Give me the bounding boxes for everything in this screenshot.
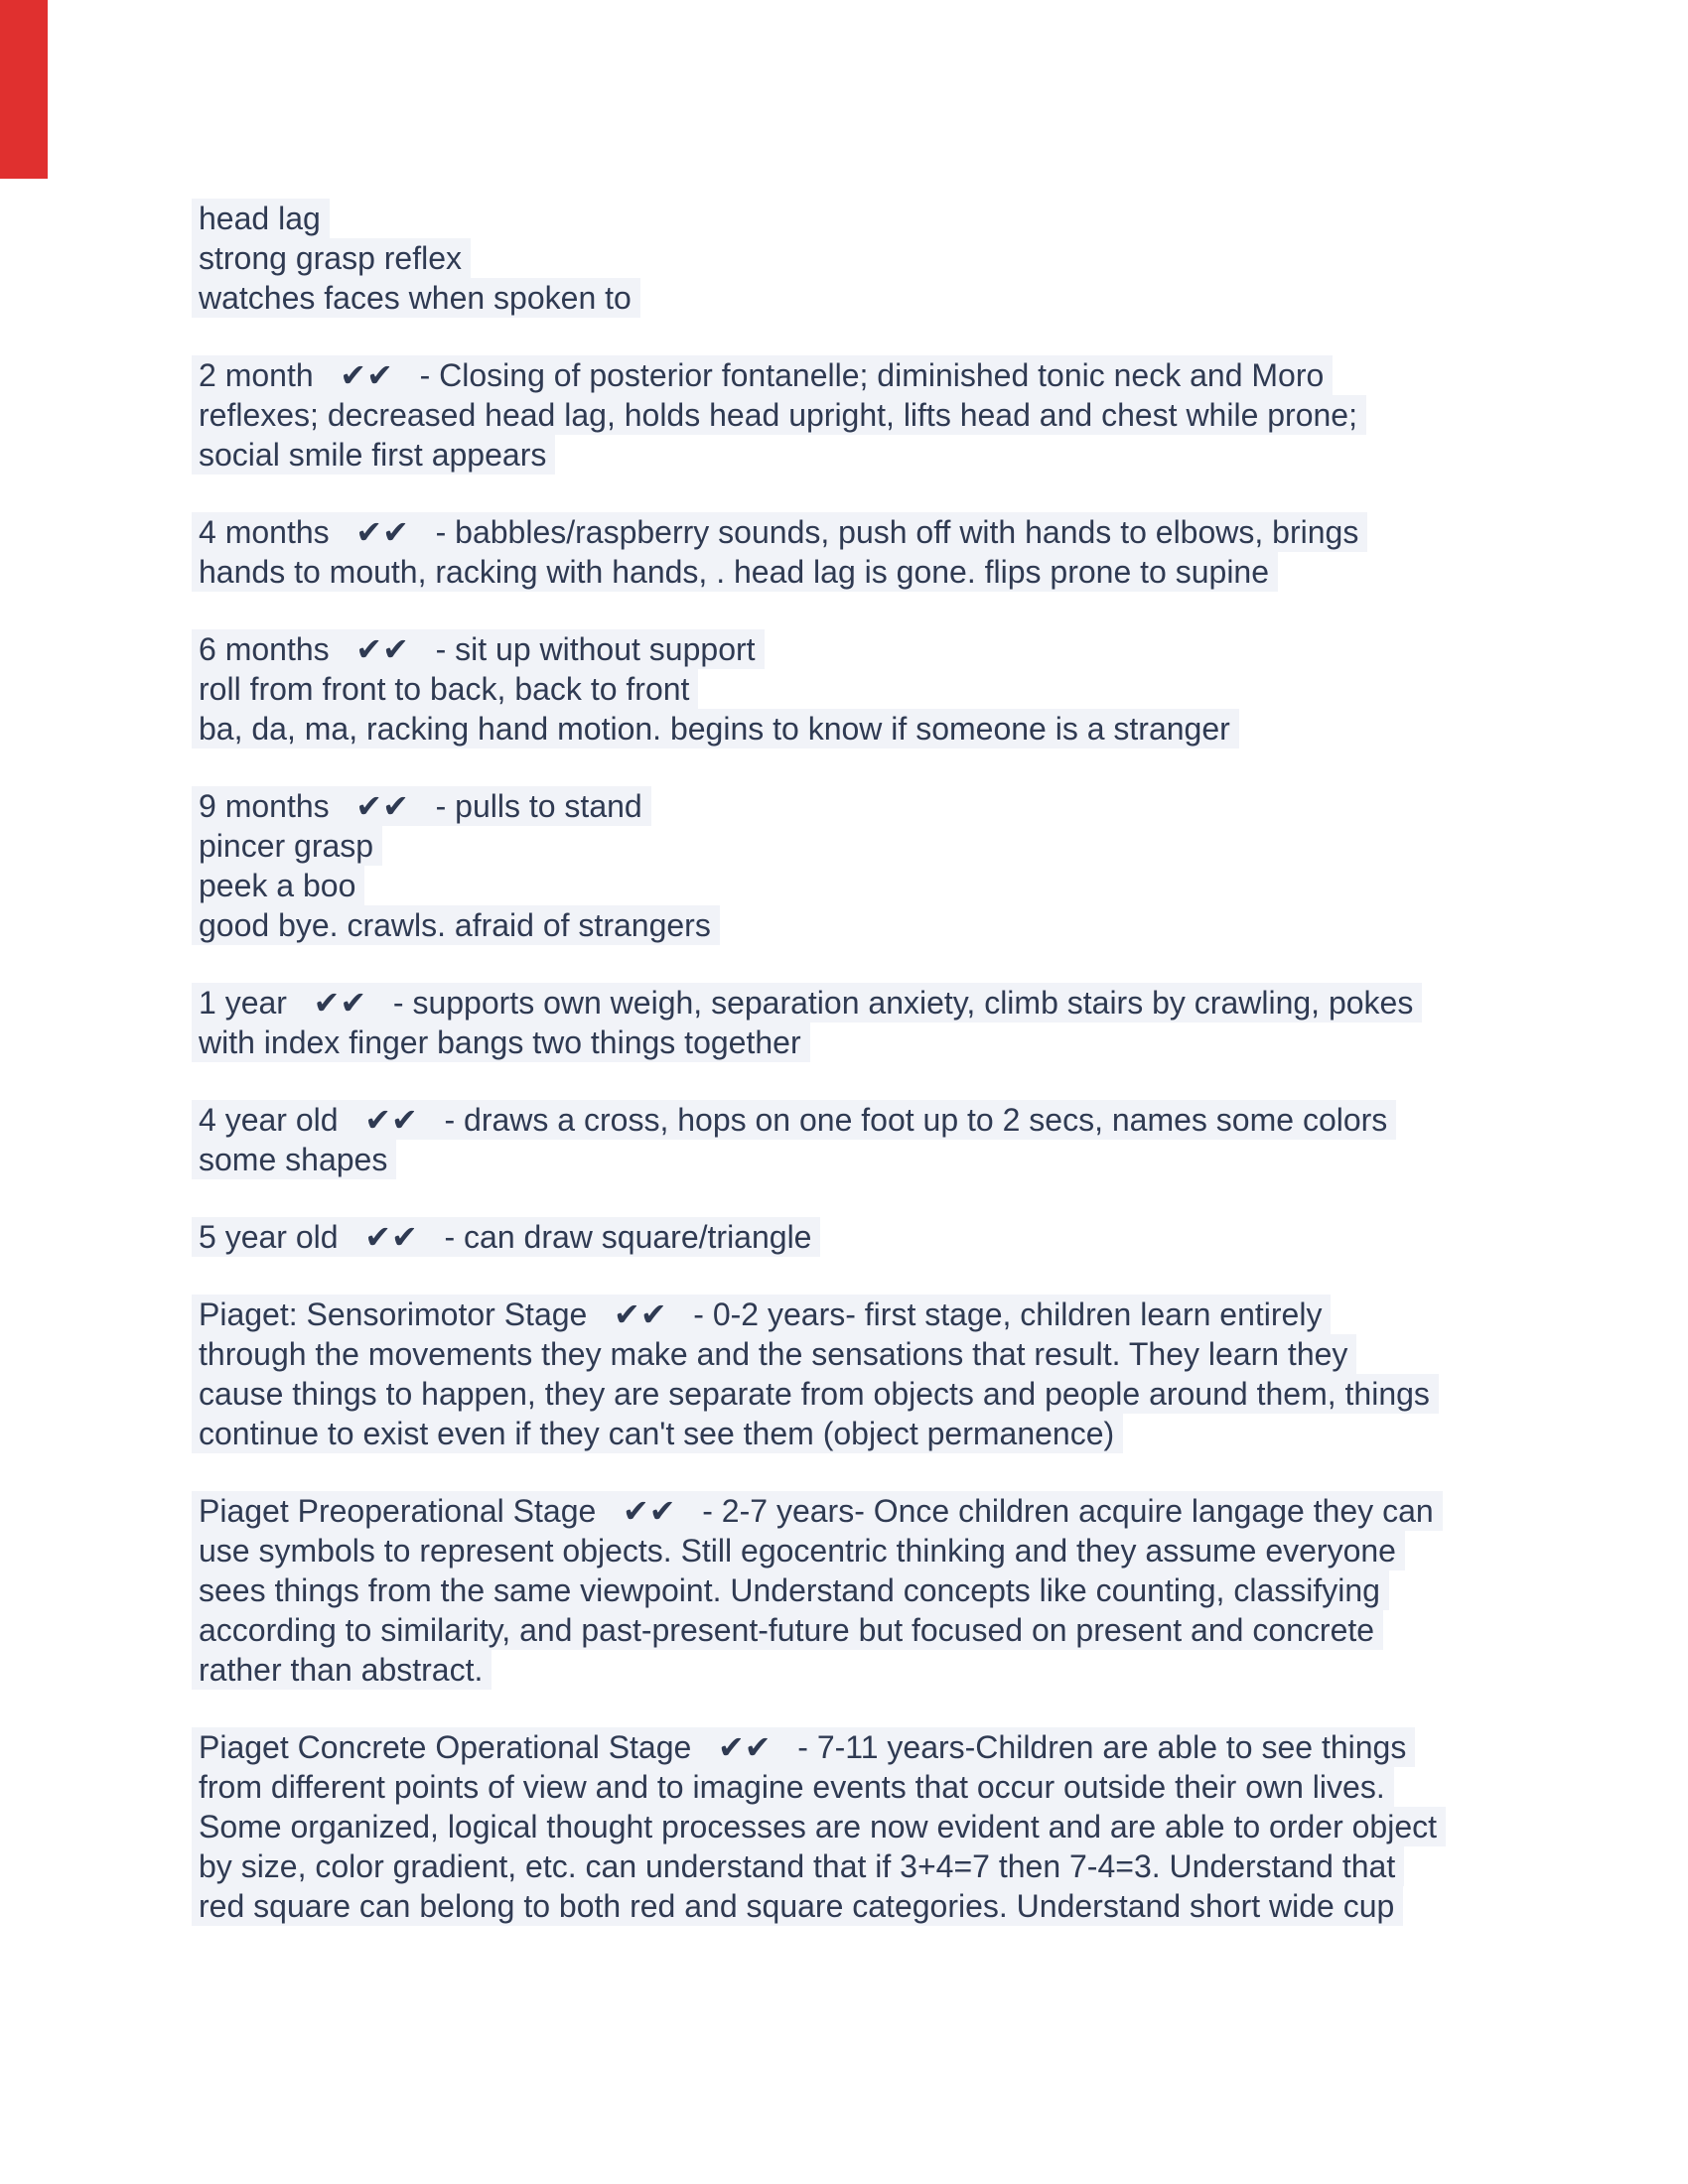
- highlighted-text: sees things from the same viewpoint. Understand concepts like counting, classifying: [192, 1570, 1389, 1610]
- text-line: [192, 395, 1589, 435]
- text-line: [192, 1334, 1589, 1374]
- highlighted-text: continue to exist even if they can't see them (object permanence): [192, 1414, 1123, 1453]
- text-line: [192, 1491, 1589, 1531]
- highlighted-text: strong grasp reflex: [192, 238, 471, 278]
- text-line: [192, 1374, 1589, 1414]
- highlighted-text: head lag: [192, 199, 330, 238]
- paragraph: [199, 1217, 1589, 1257]
- text-line: [192, 1886, 1589, 1926]
- text-line: [192, 1217, 1589, 1257]
- paragraph: [199, 786, 1589, 945]
- text-line: [192, 1727, 1589, 1767]
- highlighted-text: social smile first appears: [192, 435, 555, 475]
- text-line: [192, 278, 1589, 318]
- highlighted-text: good bye. crawls. afraid of strangers: [192, 905, 720, 945]
- highlighted-text: rather than abstract.: [192, 1650, 492, 1690]
- text-line: [192, 1531, 1589, 1570]
- highlighted-text: 4 year old ✔✔ - draws a cross, hops on one foot up to 2 secs, names some colors: [192, 1100, 1396, 1140]
- text-line: [192, 199, 1589, 238]
- paragraph: [199, 1100, 1589, 1179]
- text-line: [192, 1610, 1589, 1650]
- text-line: [192, 1023, 1589, 1062]
- text-line: [192, 435, 1589, 475]
- text-line: [192, 1140, 1589, 1179]
- paragraph: [199, 629, 1589, 749]
- highlighted-text: roll from front to back, back to front: [192, 669, 698, 709]
- highlighted-text: hands to mouth, racking with hands, . head lag is gone. flips prone to supine: [192, 552, 1278, 592]
- paragraph: [199, 1295, 1589, 1453]
- paragraph: [199, 355, 1589, 475]
- highlighted-text: pincer grasp: [192, 826, 382, 866]
- text-line: [192, 826, 1589, 866]
- highlighted-text: through the movements they make and the sensations that result. They learn they: [192, 1334, 1356, 1374]
- red-bookmark-marker: [0, 0, 48, 179]
- highlighted-text: reflexes; decreased head lag, holds head upright, lifts head and chest while prone;: [192, 395, 1366, 435]
- text-line: [192, 1807, 1589, 1846]
- text-line: [192, 238, 1589, 278]
- highlighted-text: Piaget Preoperational Stage ✔✔ - 2-7 years- Once children acquire langage they can: [192, 1491, 1443, 1531]
- highlighted-text: peek a boo: [192, 866, 364, 905]
- highlighted-text: use symbols to represent objects. Still egocentric thinking and they assume everyone: [192, 1531, 1405, 1570]
- text-line: [192, 709, 1589, 749]
- text-line: [192, 1414, 1589, 1453]
- document-body: [199, 199, 1589, 1926]
- text-line: [192, 1767, 1589, 1807]
- highlighted-text: 5 year old ✔✔ - can draw square/triangle: [192, 1217, 820, 1257]
- text-line: [192, 669, 1589, 709]
- text-line: [192, 1100, 1589, 1140]
- highlighted-text: 9 months ✔✔ - pulls to stand: [192, 786, 651, 826]
- highlighted-text: according to similarity, and past-present-future but focused on present and concrete: [192, 1610, 1383, 1650]
- highlighted-text: 2 month ✔✔ - Closing of posterior fontanelle; diminished tonic neck and Moro: [192, 355, 1333, 395]
- text-line: [192, 552, 1589, 592]
- text-line: [192, 512, 1589, 552]
- highlighted-text: ba, da, ma, racking hand motion. begins to know if someone is a stranger: [192, 709, 1239, 749]
- highlighted-text: Piaget: Sensorimotor Stage ✔✔ - 0-2 years- first stage, children learn entirely: [192, 1295, 1331, 1334]
- highlighted-text: red square can belong to both red and square categories. Understand short wide cup: [192, 1886, 1403, 1926]
- highlighted-text: Some organized, logical thought processes are now evident and are able to order object: [192, 1807, 1446, 1846]
- highlighted-text: with index finger bangs two things together: [192, 1023, 810, 1062]
- text-line: [192, 786, 1589, 826]
- highlighted-text: Piaget Concrete Operational Stage ✔✔ - 7-11 years-Children are able to see things: [192, 1727, 1415, 1767]
- text-line: [192, 629, 1589, 669]
- highlighted-text: from different points of view and to imagine events that occur outside their own lives.: [192, 1767, 1394, 1807]
- text-line: [192, 983, 1589, 1023]
- paragraph: [199, 1491, 1589, 1690]
- highlighted-text: cause things to happen, they are separate from objects and people around them, things: [192, 1374, 1439, 1414]
- highlighted-text: 6 months ✔✔ - sit up without support: [192, 629, 765, 669]
- text-line: [192, 866, 1589, 905]
- paragraph: [199, 512, 1589, 592]
- paragraph: [199, 1727, 1589, 1926]
- paragraph: [199, 983, 1589, 1062]
- text-line: [192, 355, 1589, 395]
- highlighted-text: watches faces when spoken to: [192, 278, 640, 318]
- text-line: [192, 905, 1589, 945]
- text-line: [192, 1295, 1589, 1334]
- text-line: [192, 1570, 1589, 1610]
- text-line: [192, 1650, 1589, 1690]
- highlighted-text: by size, color gradient, etc. can understand that if 3+4=7 then 7-4=3. Understand that: [192, 1846, 1404, 1886]
- highlighted-text: some shapes: [192, 1140, 396, 1179]
- text-line: [192, 1846, 1589, 1886]
- paragraph: [199, 199, 1589, 318]
- highlighted-text: 1 year ✔✔ - supports own weigh, separation anxiety, climb stairs by crawling, pokes: [192, 983, 1422, 1023]
- highlighted-text: 4 months ✔✔ - babbles/raspberry sounds, push off with hands to elbows, brings: [192, 512, 1367, 552]
